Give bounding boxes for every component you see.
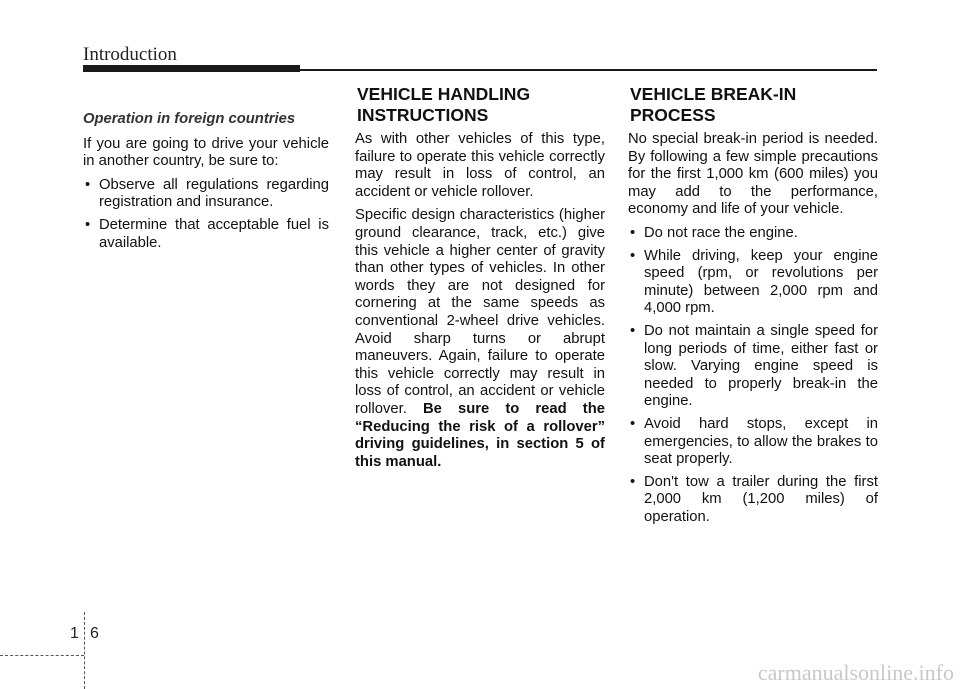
bold-warning-text: Be sure to read the “Reducing the risk of a rollover” driving guidelines, in section 5 of this manual. — [355, 400, 605, 470]
list-item: • While driving, keep your engine speed (rpm, or revolutions per minute) between 2,000 rpm and 4,000 rpm. — [628, 248, 878, 318]
heading-line: PROCESS — [630, 105, 716, 125]
list-item: • Avoid hard stops, except in emergencies, to allow the brakes to seat properly. — [628, 416, 878, 469]
column-handling-instructions — [355, 84, 605, 477]
column-foreign-countries — [83, 84, 329, 257]
section-heading-break-in — [628, 84, 878, 126]
intro-paragraph: If you are going to drive your vehicle in another country, be sure to: — [83, 135, 329, 170]
crop-mark-vertical — [84, 612, 85, 689]
list-item: • Determine that acceptable fuel is available. — [83, 217, 329, 252]
section-heading-handling — [355, 84, 605, 126]
watermark-text: carmanualsonline.info — [757, 660, 954, 685]
header-rule-thick — [83, 65, 300, 72]
subheading-foreign-countries: Operation in foreign countries — [83, 111, 296, 127]
page-number: 6 — [90, 625, 99, 642]
list-item: • Do not maintain a single speed for long periods of time, either fast or slow. Varying engine speed is needed to properly break-in the engine. — [628, 323, 878, 411]
column-break-in — [628, 84, 878, 531]
list-item: • Don't tow a trailer during the first 2,000 km (1,200 miles) of operation. — [628, 474, 878, 527]
heading-line: INSTRUCTIONS — [357, 105, 489, 125]
list-item: • Do not race the engine. — [628, 225, 878, 243]
header-rule-thin — [300, 69, 877, 71]
foreign-bullet-list — [83, 177, 329, 252]
paragraph: As with other vehicles of this type, failure to operate this vehicle correctly may result in loss of control, an accident or vehicle rollover. — [355, 131, 605, 200]
list-item: • Observe all regulations regarding registration and insurance. — [83, 177, 329, 212]
paragraph-text: Specific design characteristics (higher ground clearance, track, etc.) give this vehicle a higher center of gravity than other types of vehicles. In other words they are not designed for cornering at the same speeds as conventional 2-wheel drive vehicles. Avoid sharp turns or abrupt maneuvers. Again, failure to operate this vehicle correctly may result in loss of control, an accident or vehicle rollover. — [355, 207, 605, 417]
heading-line: VEHICLE HANDLING — [357, 84, 531, 104]
break-in-bullet-list — [628, 225, 878, 527]
crop-mark-horizontal — [0, 655, 84, 656]
paragraph: No special break-in period is needed. By following a few simple precautions for the first 1,000 km (600 miles) you may add to the performance, economy and life of your vehicle. — [628, 131, 878, 218]
paragraph — [355, 207, 605, 471]
page-header-title: Introduction — [83, 44, 177, 65]
section-number: 1 — [70, 625, 79, 642]
heading-line: VEHICLE BREAK-IN — [630, 84, 797, 104]
